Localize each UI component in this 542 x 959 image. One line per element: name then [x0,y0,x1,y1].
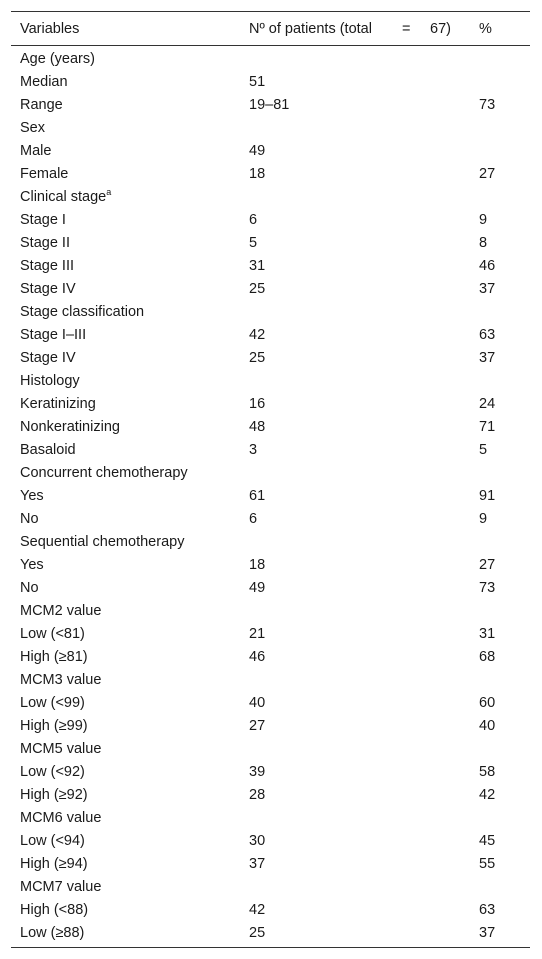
row-patient-count: 28 [249,786,266,803]
row-variable [11,281,249,297]
row-patient-count: 39 [249,763,266,780]
row-variable [11,718,249,734]
row-percent: 37 [479,349,496,366]
table-row [11,438,530,461]
table-row [11,93,530,116]
row-patient-count: 61 [249,487,266,504]
row-patient-count: 6 [249,211,258,228]
row-variable [11,97,249,113]
row-percent: 73 [479,579,496,596]
row-variable [11,764,249,780]
row-variable [11,580,249,596]
row-percent: 27 [479,556,496,573]
row-variable-label: Yes [20,556,44,573]
patient-characteristics-table [11,11,530,948]
row-variable-label: MCM5 value [20,740,102,757]
row-percent: 58 [479,763,496,780]
table-row [11,507,530,530]
row-percent: 71 [479,418,496,435]
table-row [11,208,530,231]
row-variable [11,304,249,320]
row-variable [11,350,249,366]
table-row [11,714,530,737]
row-variable [11,534,249,550]
row-variable-label: Female [20,165,69,182]
row-percent: 27 [479,165,496,182]
row-variable [11,695,249,711]
row-variable [11,373,249,389]
row-percent: 9 [479,510,488,527]
table-row [11,921,530,944]
row-variable-label: Histology [20,372,80,389]
row-variable-label: MCM2 value [20,602,102,619]
row-patient-count: 6 [249,510,258,527]
row-percent: 9 [479,211,488,228]
row-variable [11,672,249,688]
table-row [11,277,530,300]
row-percent: 60 [479,694,496,711]
row-variable [11,74,249,90]
table-row [11,852,530,875]
row-percent: 45 [479,832,496,849]
table-row [11,576,530,599]
table-row [11,553,530,576]
row-variable-label: Median [20,73,68,90]
row-variable [11,557,249,573]
row-variable [11,833,249,849]
row-variable-label: Stage classification [20,303,145,320]
row-percent: 46 [479,257,496,274]
row-patient-count: 18 [249,165,266,182]
row-percent: 91 [479,487,496,504]
row-variable-label: Clinical stage [20,188,107,205]
row-variable [11,488,249,504]
row-variable [11,741,249,757]
table-row [11,898,530,921]
row-variable [11,925,249,941]
row-variable-label: No [20,510,39,527]
table-row [11,369,530,392]
row-patient-count: 31 [249,257,266,274]
table-row [11,254,530,277]
header-patients-label: Nº of patients (total [249,20,372,37]
table-row [11,139,530,162]
row-variable [11,212,249,228]
row-patient-count: 25 [249,280,266,297]
table-row [11,875,530,898]
row-variable [11,626,249,642]
row-variable [11,51,249,67]
table-row [11,783,530,806]
header-patients-total: 67) [430,20,451,37]
row-variable-label: Stage III [20,257,75,274]
row-variable [11,442,249,458]
row-variable [11,902,249,918]
row-variable-label: Keratinizing [20,395,96,412]
row-patient-count: 18 [249,556,266,573]
row-variable-label: Sex [20,119,45,136]
row-variable-label: MCM7 value [20,878,102,895]
row-patient-count: 42 [249,901,266,918]
row-patient-count: 51 [249,73,266,90]
row-variable-label: Stage I–III [20,326,87,343]
row-variable [11,810,249,826]
row-variable [11,511,249,527]
row-variable-label: Stage IV [20,280,76,297]
row-variable-label: Range [20,96,63,113]
row-variable [11,465,249,481]
row-patient-count: 30 [249,832,266,849]
table-row [11,599,530,622]
table-row [11,231,530,254]
table-row [11,346,530,369]
header-percent: % [479,20,492,37]
row-variable-label: Low (≥88) [20,924,85,941]
row-variable-label: Male [20,142,52,159]
row-variable [11,258,249,274]
row-variable [11,166,249,182]
row-patient-count: 37 [249,855,266,872]
row-percent: 37 [479,924,496,941]
row-variable-label: Stage IV [20,349,76,366]
row-variable [11,143,249,159]
table-row [11,737,530,760]
row-variable [11,419,249,435]
row-variable-label: Stage II [20,234,70,251]
row-percent: 68 [479,648,496,665]
row-percent: 42 [479,786,496,803]
table-bottom-rule [11,947,530,948]
row-variable [11,787,249,803]
table-row [11,645,530,668]
table-row [11,829,530,852]
row-percent: 55 [479,855,496,872]
row-patient-count: 19–81 [249,96,290,113]
table-row [11,162,530,185]
row-variable-label: Yes [20,487,44,504]
row-percent: 37 [479,280,496,297]
row-patient-count: 3 [249,441,258,458]
row-variable-label: Age (years) [20,50,95,67]
row-patient-count: 25 [249,349,266,366]
row-variable-label: Low (<94) [20,832,85,849]
row-variable-label: High (<88) [20,901,89,918]
row-patient-count: 40 [249,694,266,711]
row-percent: 31 [479,625,496,642]
row-variable-label: Basaloid [20,441,76,458]
row-variable-label: Low (<99) [20,694,85,711]
row-variable-label: Sequential chemotherapy [20,533,185,550]
row-patient-count: 5 [249,234,258,251]
header-variables: Variables [20,20,80,37]
row-variable-label: Low (<92) [20,763,85,780]
row-patient-count: 16 [249,395,266,412]
row-percent: 40 [479,717,496,734]
header-patients-equals: = [402,20,411,37]
row-patient-count: 49 [249,142,266,159]
row-variable [11,879,249,895]
row-percent: 63 [479,901,496,918]
table-row [11,392,530,415]
row-variable-label: Concurrent chemotherapy [20,464,188,481]
table-row [11,461,530,484]
row-variable [11,649,249,665]
table-row [11,806,530,829]
row-variable-label: Low (<81) [20,625,85,642]
row-percent: 24 [479,395,496,412]
table-row [11,691,530,714]
row-variable-label: MCM6 value [20,809,102,826]
row-variable [11,327,249,343]
row-patient-count: 42 [249,326,266,343]
row-patient-count: 27 [249,717,266,734]
header-patients [249,21,479,37]
table-row [11,484,530,507]
table-row [11,300,530,323]
row-variable-label: High (≥81) [20,648,88,665]
table-body [11,46,530,947]
row-variable [11,856,249,872]
row-percent: 73 [479,96,496,113]
row-patient-count: 48 [249,418,266,435]
table-header-row [11,12,530,46]
row-variable [11,396,249,412]
row-variable-label: Nonkeratinizing [20,418,120,435]
row-variable-label: High (≥99) [20,717,88,734]
table-row [11,760,530,783]
row-patient-count: 21 [249,625,266,642]
table-row [11,116,530,139]
table-row [11,323,530,346]
table-row [11,185,530,208]
row-variable-label: High (≥94) [20,855,88,872]
row-variable [11,235,249,251]
row-variable-label: MCM3 value [20,671,102,688]
row-percent: 63 [479,326,496,343]
row-patient-count: 25 [249,924,266,941]
row-variable [11,186,249,205]
table-row [11,622,530,645]
row-patient-count: 46 [249,648,266,665]
table-row [11,70,530,93]
row-variable-label: High (≥92) [20,786,88,803]
row-patient-count: 49 [249,579,266,596]
table-row [11,47,530,70]
table-row [11,530,530,553]
table-row [11,415,530,438]
row-percent: 5 [479,441,488,458]
table-row [11,668,530,691]
row-variable [11,120,249,136]
row-percent: 8 [479,234,488,251]
footnote-marker: a [106,186,112,197]
row-variable [11,603,249,619]
row-variable-label: No [20,579,39,596]
row-variable-label: Stage I [20,211,66,228]
